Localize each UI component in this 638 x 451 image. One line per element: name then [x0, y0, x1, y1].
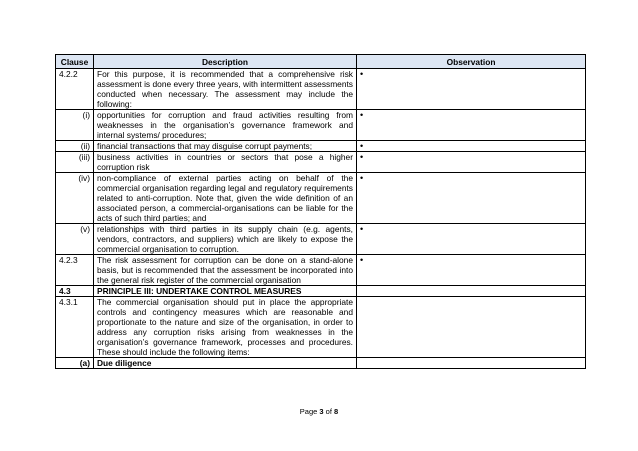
- description-cell: non-compliance of external parties acting on behalf of the commercial organisation regarding legal and regulatory requirements related to anti-corruption. Note that, given the wide definition of an associated person, a commercial-organisations can be liable for the acts of such third parties; and: [94, 173, 357, 224]
- bullet-icon: •: [360, 224, 364, 234]
- description-cell: financial transactions that may disguise corrupt payments;: [94, 141, 357, 152]
- clause-cell: (i): [56, 110, 94, 141]
- observation-cell: [357, 224, 586, 255]
- clause-cell: (a): [56, 358, 94, 369]
- description-cell: The commercial organisation should put in place the appropriate controls and contingency measures which are reasonable and proportionate to the nature and size of the organisation, in order to address any corruption risks arising from weaknesses in the organisation’s governance framework, processes and procedures. These should include the following items:: [94, 297, 357, 358]
- table-row: [56, 224, 586, 255]
- description-cell: Due diligence: [94, 358, 357, 369]
- observation-cell: [357, 286, 586, 297]
- observation-cell: [357, 173, 586, 224]
- bullet-icon: •: [360, 152, 364, 162]
- observation-cell: [357, 297, 586, 358]
- header-description: Description: [94, 55, 357, 69]
- description-cell: relationships with third parties in its supply chain (e.g. agents, vendors, contractors, and suppliers) which are likely to expose the commercial organisation to corruption.: [94, 224, 357, 255]
- table-row: [56, 141, 586, 152]
- clause-cell: (iii): [56, 152, 94, 173]
- observation-cell: [357, 358, 586, 369]
- table-row: [56, 297, 586, 358]
- clause-cell: (iv): [56, 173, 94, 224]
- bullet-icon: •: [360, 69, 364, 79]
- observation-cell: [357, 69, 586, 110]
- header-clause: Clause: [56, 55, 94, 69]
- clause-cell: 4.2.3: [56, 255, 94, 286]
- bullet-icon: •: [360, 110, 364, 120]
- table-row: [56, 69, 586, 110]
- bullet-icon: •: [360, 255, 364, 265]
- clause-cell: (ii): [56, 141, 94, 152]
- table-row: [56, 358, 586, 369]
- header-observation: Observation: [357, 55, 586, 69]
- observation-cell: [357, 255, 586, 286]
- observation-cell: [357, 141, 586, 152]
- description-cell: The risk assessment for corruption can be done on a stand-alone basis, but is recommended that the assessment be incorporated into the general risk register of the commercial organisation: [94, 255, 357, 286]
- total-page-number: 8: [334, 407, 339, 416]
- current-page-number: 3: [319, 407, 324, 416]
- description-cell: PRINCIPLE III: UNDERTAKE CONTROL MEASURES: [94, 286, 357, 297]
- table-header-row: [56, 55, 586, 69]
- description-cell: opportunities for corruption and fraud activities resulting from weaknesses in the organisation’s governance framework and internal systems/ procedures;: [94, 110, 357, 141]
- clause-cell: 4.3.1: [56, 297, 94, 358]
- observation-cell: [357, 110, 586, 141]
- bullet-icon: •: [360, 141, 364, 151]
- clause-cell: 4.2.2: [56, 69, 94, 110]
- clause-table: [55, 54, 586, 369]
- clause-cell: 4.3: [56, 286, 94, 297]
- description-cell: For this purpose, it is recommended that a comprehensive risk assessment is done every three years, with intermittent assessments conducted when necessary. The assessment may include the following:: [94, 69, 357, 110]
- table-row: [56, 110, 586, 141]
- observation-cell: [357, 152, 586, 173]
- clause-cell: (v): [56, 224, 94, 255]
- description-cell: business activities in countries or sectors that pose a higher corruption risk: [94, 152, 357, 173]
- bullet-icon: •: [360, 173, 364, 183]
- page-footer: Page 3 of 8: [299, 407, 339, 416]
- table-row: [56, 173, 586, 224]
- table-row: [56, 286, 586, 297]
- table-row: [56, 152, 586, 173]
- table-row: [56, 255, 586, 286]
